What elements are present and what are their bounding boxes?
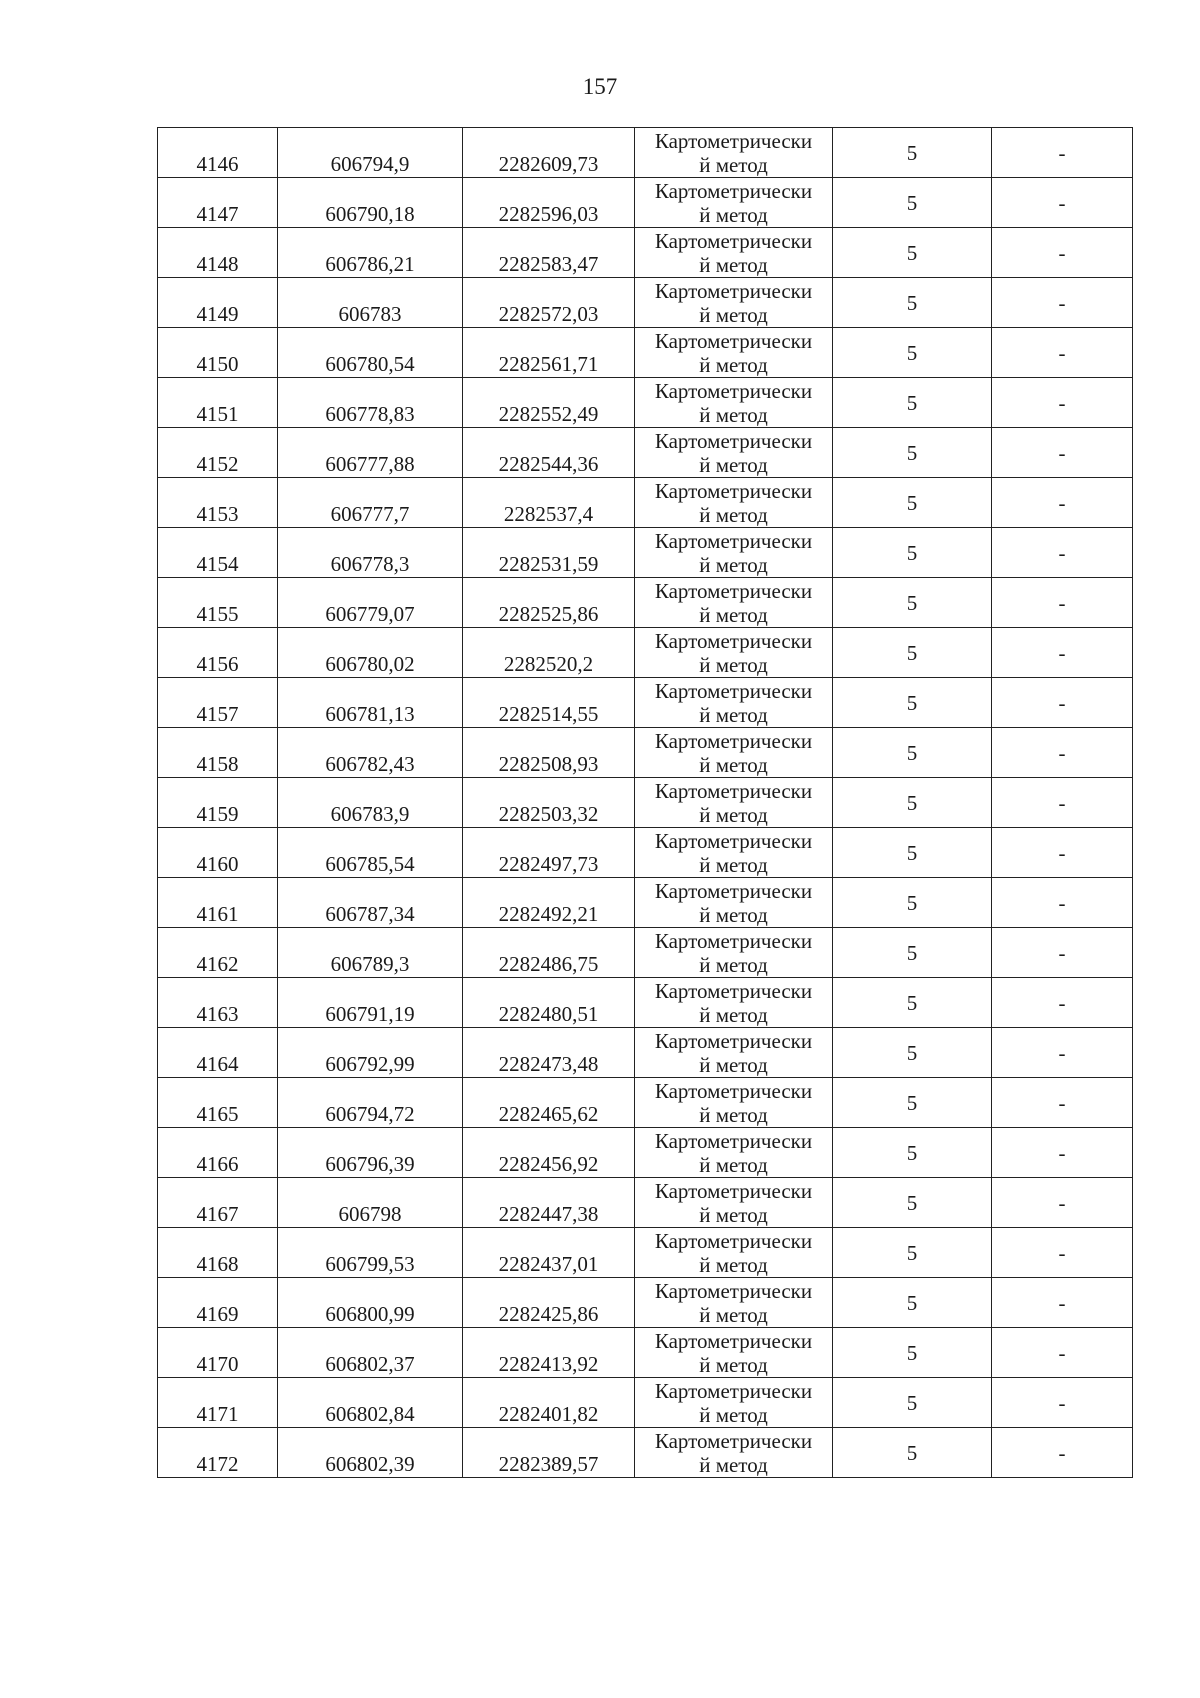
description-cell: -	[992, 928, 1133, 978]
method-cell	[635, 178, 833, 228]
accuracy-cell: 5	[833, 278, 992, 328]
accuracy-cell: 5	[833, 828, 992, 878]
description-cell: -	[992, 1178, 1133, 1228]
method-line-2: й метод	[699, 1002, 768, 1027]
x-coordinate-cell: 606796,39	[278, 1128, 463, 1178]
x-coordinate-cell: 606783	[278, 278, 463, 328]
method-cell	[635, 1428, 833, 1478]
y-coordinate-cell: 2282525,86	[463, 578, 635, 628]
point-number-cell: 4153	[158, 478, 278, 528]
description-cell: -	[992, 1078, 1133, 1128]
method-cell	[635, 1178, 833, 1228]
method-line-2: й метод	[699, 1152, 768, 1177]
x-coordinate-cell: 606798	[278, 1178, 463, 1228]
method-line-2: й метод	[699, 1402, 768, 1427]
method-cell	[635, 1378, 833, 1428]
method-line-1: Картометрически	[654, 1128, 813, 1153]
method-line-1: Картометрически	[654, 528, 813, 553]
method-line-1: Картометрически	[654, 1228, 813, 1253]
method-line-2: й метод	[699, 1252, 768, 1277]
x-coordinate-cell: 606783,9	[278, 778, 463, 828]
x-coordinate-cell: 606789,3	[278, 928, 463, 978]
method-line-2: й метод	[699, 352, 768, 377]
accuracy-cell: 5	[833, 478, 992, 528]
y-coordinate-cell: 2282497,73	[463, 828, 635, 878]
point-number-cell: 4149	[158, 278, 278, 328]
method-cell	[635, 1028, 833, 1078]
method-line-2: й метод	[699, 952, 768, 977]
table-row	[158, 128, 1133, 178]
y-coordinate-cell: 2282531,59	[463, 528, 635, 578]
y-coordinate-cell: 2282561,71	[463, 328, 635, 378]
accuracy-cell: 5	[833, 378, 992, 428]
x-coordinate-cell: 606781,13	[278, 678, 463, 728]
description-cell: -	[992, 978, 1133, 1028]
description-cell: -	[992, 528, 1133, 578]
description-cell: -	[992, 278, 1133, 328]
table-row	[158, 428, 1133, 478]
method-line-2: й метод	[699, 552, 768, 577]
table-row	[158, 878, 1133, 928]
table-row	[158, 528, 1133, 578]
description-cell: -	[992, 178, 1133, 228]
point-number-cell: 4164	[158, 1028, 278, 1078]
method-line-2: й метод	[699, 702, 768, 727]
accuracy-cell: 5	[833, 428, 992, 478]
y-coordinate-cell: 2282425,86	[463, 1278, 635, 1328]
description-cell: -	[992, 128, 1133, 178]
x-coordinate-cell: 606780,54	[278, 328, 463, 378]
y-coordinate-cell: 2282492,21	[463, 878, 635, 928]
table-row	[158, 478, 1133, 528]
method-line-1: Картометрически	[654, 278, 813, 303]
table-row	[158, 578, 1133, 628]
y-coordinate-cell: 2282514,55	[463, 678, 635, 728]
accuracy-cell: 5	[833, 578, 992, 628]
coordinates-table	[157, 127, 1133, 1478]
accuracy-cell: 5	[833, 1228, 992, 1278]
y-coordinate-cell: 2282544,36	[463, 428, 635, 478]
description-cell: -	[992, 1378, 1133, 1428]
coordinates-table-body	[158, 128, 1133, 1478]
method-line-1: Картометрически	[654, 728, 813, 753]
y-coordinate-cell: 2282486,75	[463, 928, 635, 978]
method-line-2: й метод	[699, 602, 768, 627]
method-line-2: й метод	[699, 202, 768, 227]
table-row	[158, 1128, 1133, 1178]
point-number-cell: 4163	[158, 978, 278, 1028]
x-coordinate-cell: 606778,83	[278, 378, 463, 428]
point-number-cell: 4148	[158, 228, 278, 278]
point-number-cell: 4158	[158, 728, 278, 778]
point-number-cell: 4147	[158, 178, 278, 228]
point-number-cell: 4161	[158, 878, 278, 928]
method-cell	[635, 1278, 833, 1328]
y-coordinate-cell: 2282596,03	[463, 178, 635, 228]
table-row	[158, 678, 1133, 728]
accuracy-cell: 5	[833, 1028, 992, 1078]
method-cell	[635, 228, 833, 278]
description-cell: -	[992, 1428, 1133, 1478]
method-cell	[635, 1078, 833, 1128]
description-cell: -	[992, 728, 1133, 778]
accuracy-cell: 5	[833, 328, 992, 378]
point-number-cell: 4152	[158, 428, 278, 478]
method-line-2: й метод	[699, 252, 768, 277]
x-coordinate-cell: 606777,88	[278, 428, 463, 478]
method-line-2: й метод	[699, 1302, 768, 1327]
y-coordinate-cell: 2282572,03	[463, 278, 635, 328]
y-coordinate-cell: 2282389,57	[463, 1428, 635, 1478]
method-cell	[635, 828, 833, 878]
table-row	[158, 1378, 1133, 1428]
method-line-1: Картометрически	[654, 1328, 813, 1353]
method-line-1: Картометрически	[654, 628, 813, 653]
method-line-2: й метод	[699, 902, 768, 927]
y-coordinate-cell: 2282473,48	[463, 1028, 635, 1078]
description-cell: -	[992, 228, 1133, 278]
table-row	[158, 378, 1133, 428]
y-coordinate-cell: 2282413,92	[463, 1328, 635, 1378]
point-number-cell: 4169	[158, 1278, 278, 1328]
point-number-cell: 4146	[158, 128, 278, 178]
y-coordinate-cell: 2282437,01	[463, 1228, 635, 1278]
accuracy-cell: 5	[833, 1378, 992, 1428]
table-row	[158, 1228, 1133, 1278]
point-number-cell: 4160	[158, 828, 278, 878]
table-row	[158, 328, 1133, 378]
x-coordinate-cell: 606787,34	[278, 878, 463, 928]
table-row	[158, 728, 1133, 778]
point-number-cell: 4167	[158, 1178, 278, 1228]
description-cell: -	[992, 578, 1133, 628]
point-number-cell: 4172	[158, 1428, 278, 1478]
method-line-1: Картометрически	[654, 1028, 813, 1053]
x-coordinate-cell: 606792,99	[278, 1028, 463, 1078]
x-coordinate-cell: 606786,21	[278, 228, 463, 278]
point-number-cell: 4155	[158, 578, 278, 628]
y-coordinate-cell: 2282480,51	[463, 978, 635, 1028]
method-line-2: й метод	[699, 402, 768, 427]
x-coordinate-cell: 606782,43	[278, 728, 463, 778]
table-row	[158, 778, 1133, 828]
accuracy-cell: 5	[833, 778, 992, 828]
y-coordinate-cell: 2282447,38	[463, 1178, 635, 1228]
accuracy-cell: 5	[833, 878, 992, 928]
method-cell	[635, 1228, 833, 1278]
method-line-2: й метод	[699, 1052, 768, 1077]
accuracy-cell: 5	[833, 1178, 992, 1228]
x-coordinate-cell: 606777,7	[278, 478, 463, 528]
accuracy-cell: 5	[833, 1278, 992, 1328]
accuracy-cell: 5	[833, 628, 992, 678]
accuracy-cell: 5	[833, 178, 992, 228]
y-coordinate-cell: 2282508,93	[463, 728, 635, 778]
table-row	[158, 628, 1133, 678]
accuracy-cell: 5	[833, 978, 992, 1028]
description-cell: -	[992, 428, 1133, 478]
point-number-cell: 4156	[158, 628, 278, 678]
method-line-1: Картометрически	[654, 428, 813, 453]
description-cell: -	[992, 478, 1133, 528]
y-coordinate-cell: 2282465,62	[463, 1078, 635, 1128]
point-number-cell: 4162	[158, 928, 278, 978]
y-coordinate-cell: 2282401,82	[463, 1378, 635, 1428]
method-cell	[635, 978, 833, 1028]
method-cell	[635, 428, 833, 478]
method-line-2: й метод	[699, 1452, 768, 1477]
method-cell	[635, 478, 833, 528]
method-cell	[635, 678, 833, 728]
x-coordinate-cell: 606802,37	[278, 1328, 463, 1378]
method-line-1: Картометрически	[654, 328, 813, 353]
description-cell: -	[992, 378, 1133, 428]
description-cell: -	[992, 878, 1133, 928]
point-number-cell: 4166	[158, 1128, 278, 1178]
table-row	[158, 1028, 1133, 1078]
method-line-1: Картометрически	[654, 778, 813, 803]
method-line-1: Картометрически	[654, 1278, 813, 1303]
x-coordinate-cell: 606785,54	[278, 828, 463, 878]
description-cell: -	[992, 1328, 1133, 1378]
accuracy-cell: 5	[833, 1078, 992, 1128]
method-cell	[635, 278, 833, 328]
method-cell	[635, 1328, 833, 1378]
accuracy-cell: 5	[833, 1128, 992, 1178]
method-line-1: Картометрически	[654, 1378, 813, 1403]
method-cell	[635, 728, 833, 778]
x-coordinate-cell: 606778,3	[278, 528, 463, 578]
x-coordinate-cell: 606802,84	[278, 1378, 463, 1428]
y-coordinate-cell: 2282456,92	[463, 1128, 635, 1178]
method-line-1: Картометрически	[654, 378, 813, 403]
point-number-cell: 4170	[158, 1328, 278, 1378]
method-line-1: Картометрически	[654, 828, 813, 853]
table-row	[158, 1328, 1133, 1378]
method-line-1: Картометрически	[654, 878, 813, 903]
y-coordinate-cell: 2282503,32	[463, 778, 635, 828]
description-cell: -	[992, 628, 1133, 678]
description-cell: -	[992, 1228, 1133, 1278]
method-line-1: Картометрически	[654, 928, 813, 953]
point-number-cell: 4157	[158, 678, 278, 728]
method-line-1: Картометрически	[654, 228, 813, 253]
point-number-cell: 4165	[158, 1078, 278, 1128]
x-coordinate-cell: 606779,07	[278, 578, 463, 628]
y-coordinate-cell: 2282520,2	[463, 628, 635, 678]
description-cell: -	[992, 1128, 1133, 1178]
method-line-2: й метод	[699, 852, 768, 877]
table-row	[158, 928, 1133, 978]
accuracy-cell: 5	[833, 678, 992, 728]
x-coordinate-cell: 606780,02	[278, 628, 463, 678]
y-coordinate-cell: 2282537,4	[463, 478, 635, 528]
page-number: 157	[582, 74, 618, 99]
method-cell	[635, 878, 833, 928]
table-row	[158, 828, 1133, 878]
point-number-cell: 4154	[158, 528, 278, 578]
table-row	[158, 1278, 1133, 1328]
x-coordinate-cell: 606791,19	[278, 978, 463, 1028]
point-number-cell: 4150	[158, 328, 278, 378]
method-line-2: й метод	[699, 1352, 768, 1377]
method-cell	[635, 628, 833, 678]
table-row	[158, 1078, 1133, 1128]
x-coordinate-cell: 606794,72	[278, 1078, 463, 1128]
accuracy-cell: 5	[833, 928, 992, 978]
x-coordinate-cell: 606790,18	[278, 178, 463, 228]
accuracy-cell: 5	[833, 1328, 992, 1378]
method-line-1: Картометрически	[654, 1178, 813, 1203]
method-line-1: Картометрически	[654, 178, 813, 203]
method-line-2: й метод	[699, 152, 768, 177]
method-line-1: Картометрически	[654, 1078, 813, 1103]
table-row	[158, 978, 1133, 1028]
method-cell	[635, 778, 833, 828]
accuracy-cell: 5	[833, 1428, 992, 1478]
method-cell	[635, 1128, 833, 1178]
accuracy-cell: 5	[833, 128, 992, 178]
accuracy-cell: 5	[833, 228, 992, 278]
y-coordinate-cell: 2282552,49	[463, 378, 635, 428]
table-row	[158, 228, 1133, 278]
method-cell	[635, 528, 833, 578]
point-number-cell: 4151	[158, 378, 278, 428]
accuracy-cell: 5	[833, 728, 992, 778]
table-row	[158, 178, 1133, 228]
description-cell: -	[992, 778, 1133, 828]
table-row	[158, 1428, 1133, 1478]
description-cell: -	[992, 678, 1133, 728]
point-number-cell: 4168	[158, 1228, 278, 1278]
method-line-1: Картометрически	[654, 978, 813, 1003]
x-coordinate-cell: 606799,53	[278, 1228, 463, 1278]
method-cell	[635, 378, 833, 428]
point-number-cell: 4171	[158, 1378, 278, 1428]
method-line-2: й метод	[699, 1102, 768, 1127]
accuracy-cell: 5	[833, 528, 992, 578]
method-line-1: Картометрически	[654, 478, 813, 503]
table-row	[158, 1178, 1133, 1228]
method-line-2: й метод	[699, 452, 768, 477]
method-cell	[635, 928, 833, 978]
method-line-1: Картометрически	[654, 128, 813, 153]
method-cell	[635, 328, 833, 378]
method-line-2: й метод	[699, 502, 768, 527]
description-cell: -	[992, 1028, 1133, 1078]
y-coordinate-cell: 2282583,47	[463, 228, 635, 278]
y-coordinate-cell: 2282609,73	[463, 128, 635, 178]
method-line-2: й метод	[699, 752, 768, 777]
method-line-1: Картометрически	[654, 1428, 813, 1453]
method-line-2: й метод	[699, 652, 768, 677]
x-coordinate-cell: 606800,99	[278, 1278, 463, 1328]
method-cell	[635, 578, 833, 628]
method-line-1: Картометрически	[654, 578, 813, 603]
description-cell: -	[992, 328, 1133, 378]
x-coordinate-cell: 606794,9	[278, 128, 463, 178]
method-line-1: Картометрически	[654, 678, 813, 703]
method-line-2: й метод	[699, 1202, 768, 1227]
description-cell: -	[992, 828, 1133, 878]
method-line-2: й метод	[699, 802, 768, 827]
method-cell	[635, 128, 833, 178]
point-number-cell: 4159	[158, 778, 278, 828]
method-line-2: й метод	[699, 302, 768, 327]
description-cell: -	[992, 1278, 1133, 1328]
table-row	[158, 278, 1133, 328]
x-coordinate-cell: 606802,39	[278, 1428, 463, 1478]
